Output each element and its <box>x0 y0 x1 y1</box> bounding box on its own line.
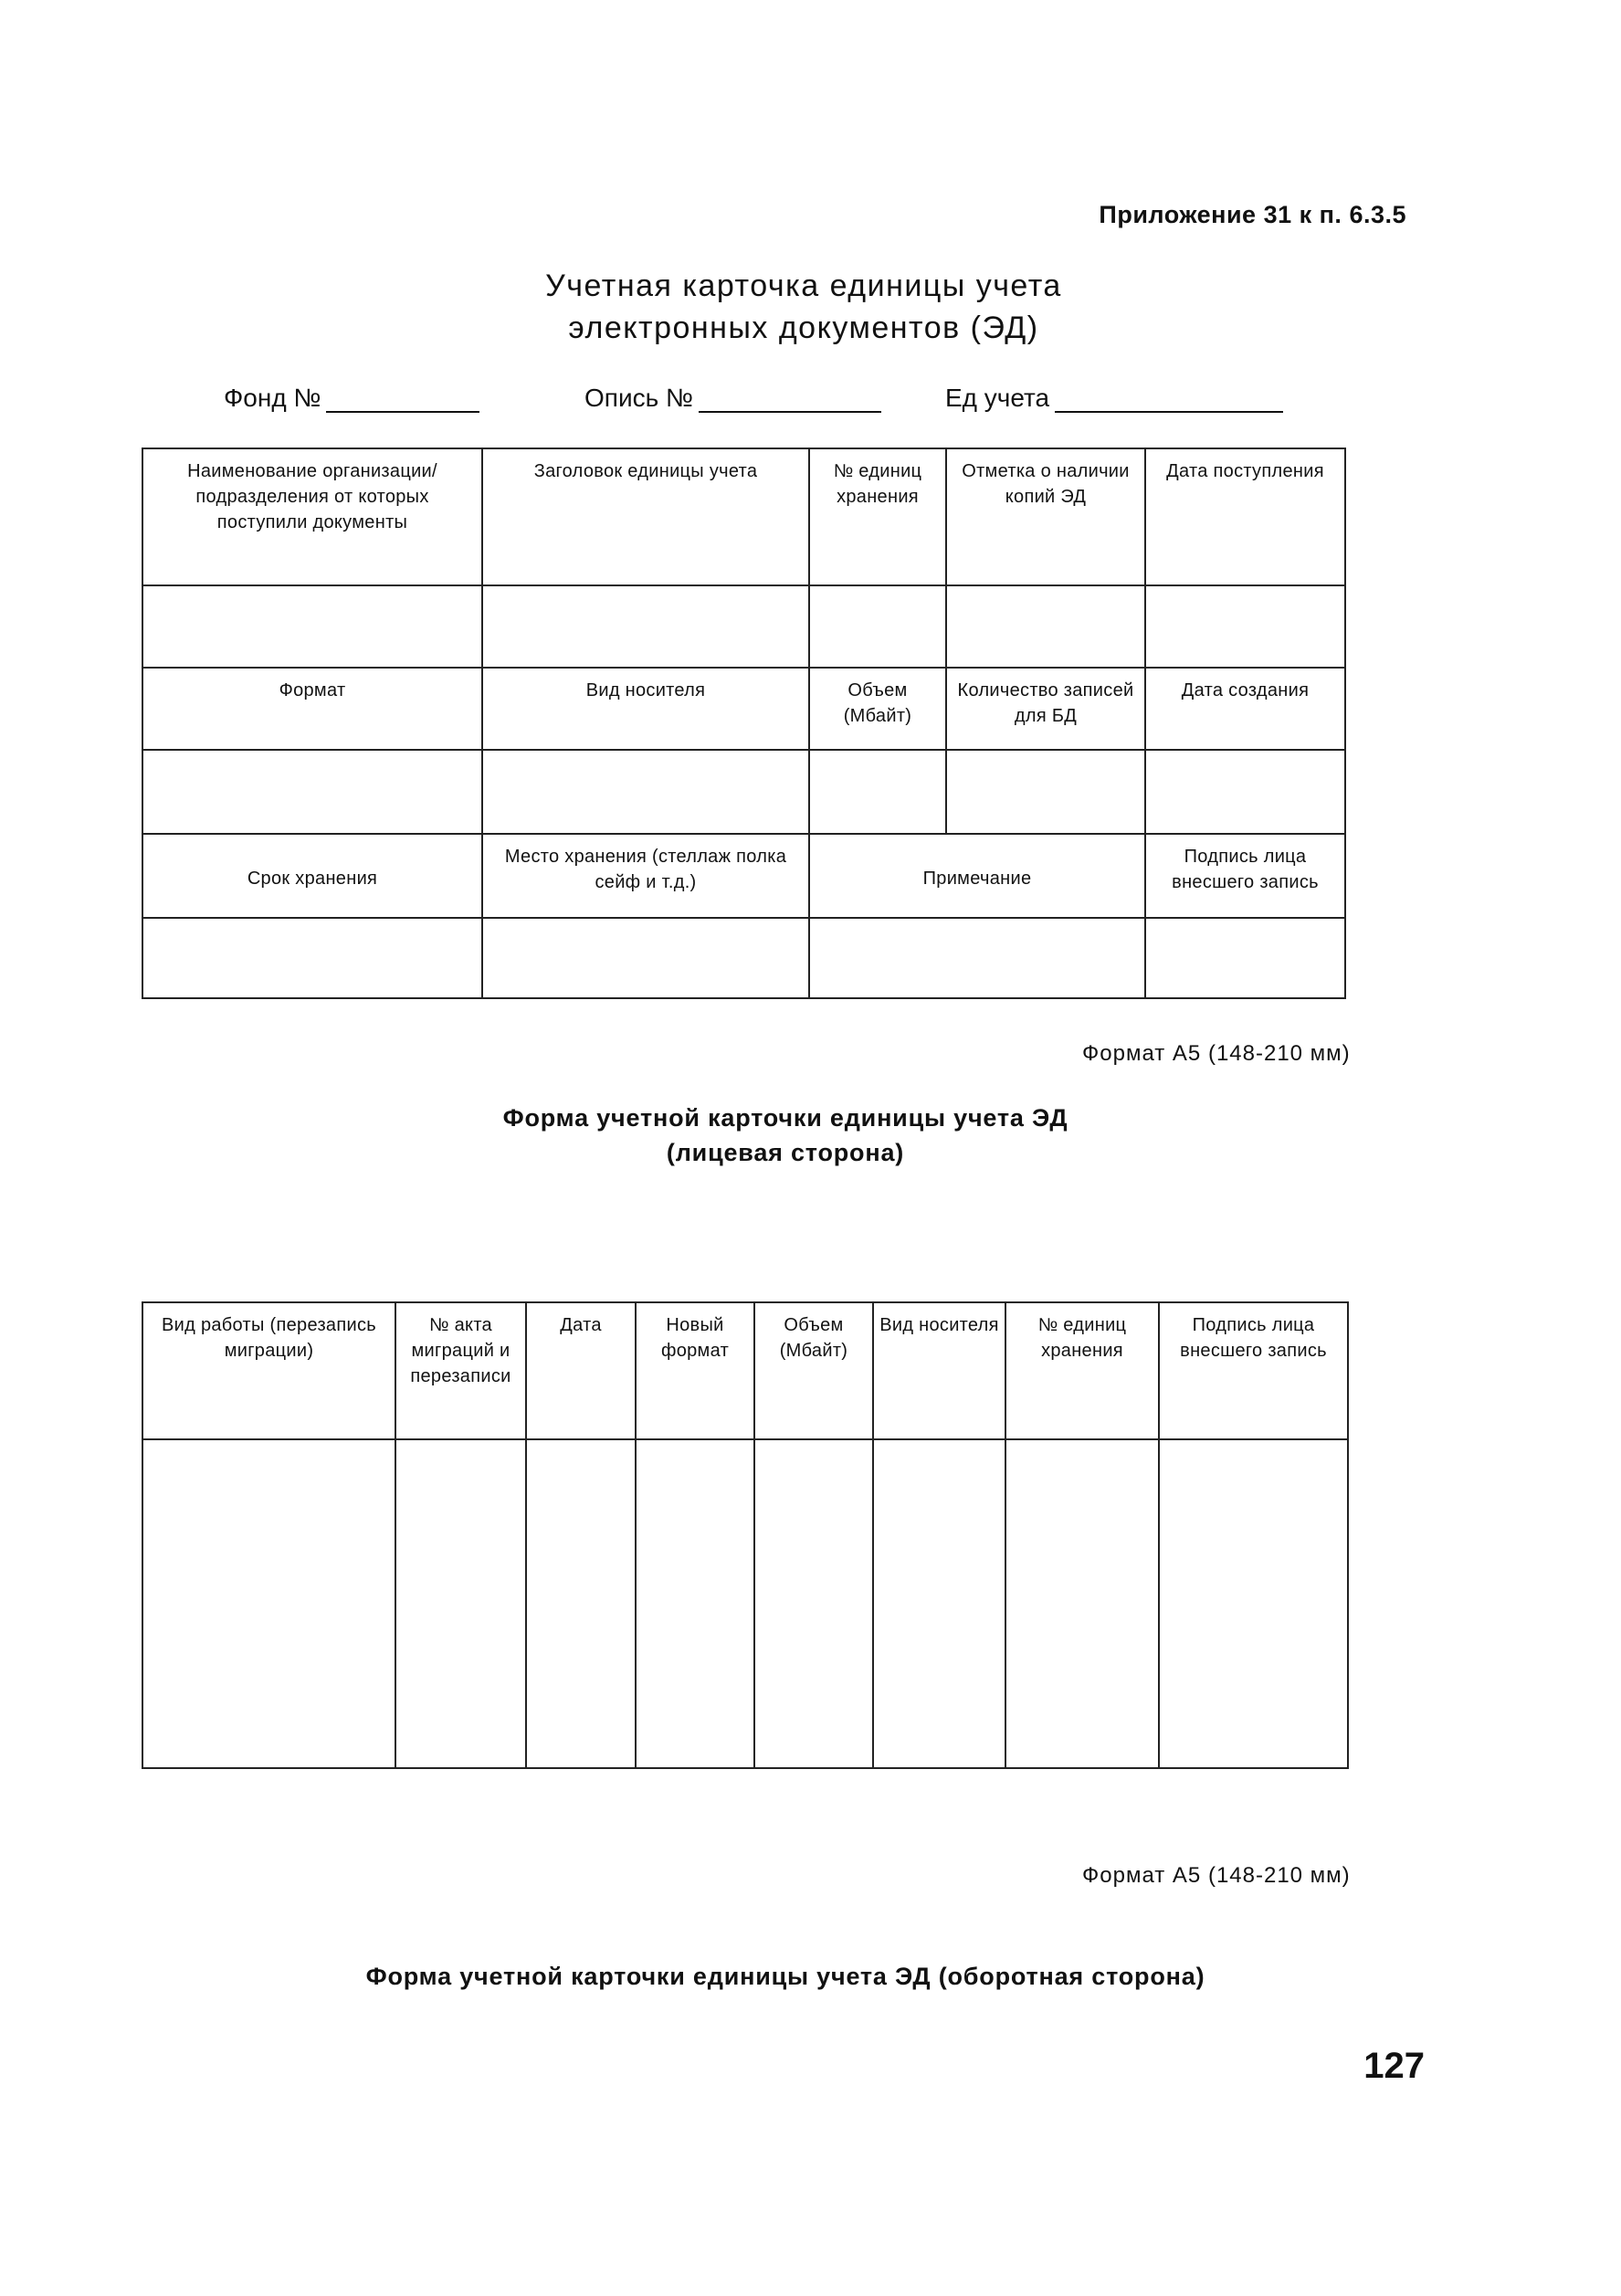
card-fields <box>0 384 1621 424</box>
header-volume: Объем (Мбайт) <box>754 1302 873 1439</box>
blank-cell <box>526 1439 636 1768</box>
header-receipt-date: Дата поступления <box>1145 448 1345 585</box>
blank-cell <box>142 918 482 998</box>
blank-cell <box>1145 585 1345 668</box>
blank-cell <box>482 585 809 668</box>
front-header-row-2 <box>142 668 1345 750</box>
unit-field <box>945 384 1283 413</box>
front-format-note: Формат А5 (148-210 мм) <box>1082 1041 1351 1066</box>
blank-cell <box>1005 1439 1159 1768</box>
back-header-row <box>142 1302 1348 1439</box>
opis-blank <box>699 384 881 413</box>
header-creation-date: Дата создания <box>1145 668 1345 750</box>
blank-cell <box>873 1439 1005 1768</box>
header-storage-units: № единиц хранения <box>1005 1302 1159 1439</box>
front-caption-line1: Форма учетной карточки единицы учета ЭД <box>502 1104 1068 1132</box>
blank-cell <box>809 918 1145 998</box>
header-signature: Подпись лица внесшего запись <box>1159 1302 1348 1439</box>
blank-cell <box>946 750 1145 834</box>
unit-label: Ед учета <box>945 384 1050 412</box>
blank-cell <box>395 1439 526 1768</box>
opis-label: Опись № <box>584 384 693 412</box>
appendix-reference: Приложение 31 к п. 6.3.5 <box>1099 201 1406 228</box>
blank-cell <box>1145 918 1345 998</box>
blank-cell <box>809 750 946 834</box>
back-side-table <box>142 1301 1349 1769</box>
page-number: 127 <box>1363 2046 1425 2086</box>
blank-cell <box>946 585 1145 668</box>
fond-label: Фонд № <box>224 384 321 412</box>
blank-cell <box>142 1439 395 1768</box>
front-caption-line2: (лицевая сторона) <box>666 1139 905 1166</box>
front-blank-row-1 <box>142 585 1345 668</box>
card-title <box>402 265 1205 349</box>
header-media-type: Вид носителя <box>482 668 809 750</box>
header-storage-units: № единиц хранения <box>809 448 946 585</box>
fond-field <box>224 384 479 413</box>
blank-cell <box>1145 750 1345 834</box>
card-title-line1: Учетная карточка единицы учета <box>545 269 1062 303</box>
blank-cell <box>1159 1439 1348 1768</box>
header-retention-period: Срок хранения <box>142 834 482 918</box>
header-date: Дата <box>526 1302 636 1439</box>
back-form-caption: Форма учетной карточки единицы учета ЭД (оборотная сторона) <box>365 1963 1205 1990</box>
front-form-caption <box>384 1101 1187 1170</box>
front-blank-row-2 <box>142 750 1345 834</box>
header-format: Формат <box>142 668 482 750</box>
blank-cell <box>142 585 482 668</box>
header-act-number: № акта миграций и перезаписи <box>395 1302 526 1439</box>
fond-blank <box>326 384 479 413</box>
header-record-count: Количество записей для БД <box>946 668 1145 750</box>
front-header-row-1 <box>142 448 1345 585</box>
blank-cell <box>809 585 946 668</box>
header-unit-title: Заголовок единицы учета <box>482 448 809 585</box>
blank-cell <box>482 918 809 998</box>
header-media-type: Вид носителя <box>873 1302 1005 1439</box>
blank-cell <box>482 750 809 834</box>
card-title-line2: электронных документов (ЭД) <box>568 311 1039 345</box>
header-org-name: Наименование организации/подразделения от которых поступили документы <box>142 448 482 585</box>
back-format-note: Формат А5 (148-210 мм) <box>1082 1863 1351 1888</box>
front-header-row-3 <box>142 834 1345 918</box>
header-remarks: Примечание <box>809 834 1145 918</box>
front-blank-row-3 <box>142 918 1345 998</box>
header-new-format: Новый формат <box>636 1302 754 1439</box>
header-signature: Подпись лица внесшего запись <box>1145 834 1345 918</box>
blank-cell <box>142 750 482 834</box>
header-volume: Объем (Мбайт) <box>809 668 946 750</box>
back-blank-row <box>142 1439 1348 1768</box>
front-side-table <box>142 448 1346 999</box>
opis-field <box>584 384 881 413</box>
header-work-type: Вид работы (перезапись миграции) <box>142 1302 395 1439</box>
unit-blank <box>1055 384 1283 413</box>
header-copies-note: Отметка о наличии копий ЭД <box>946 448 1145 585</box>
header-storage-place: Место хранения (стеллаж полка сейф и т.д.) <box>482 834 809 918</box>
blank-cell <box>754 1439 873 1768</box>
blank-cell <box>636 1439 754 1768</box>
